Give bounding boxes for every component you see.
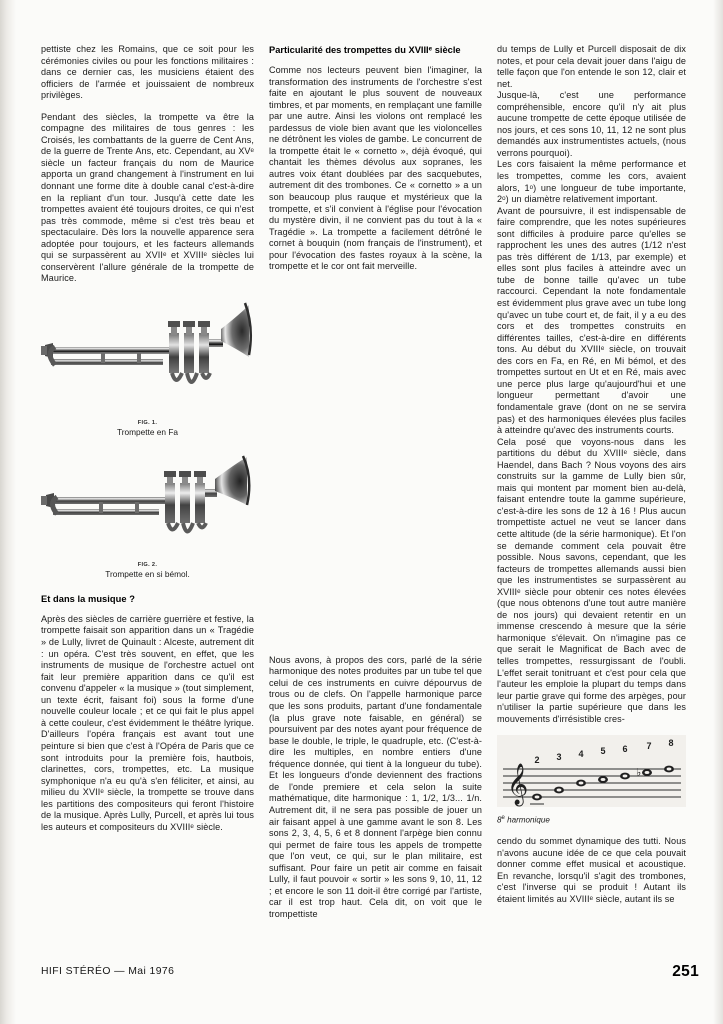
figure-caption: Trompette en si bémol. bbox=[105, 568, 190, 579]
music-caption-text: harmonique bbox=[504, 815, 550, 825]
figure-harmonic-series bbox=[497, 735, 686, 825]
harmonic-number: 3 bbox=[556, 752, 562, 763]
harmonic-number: 4 bbox=[578, 749, 584, 760]
harmonic-series-staff bbox=[497, 735, 686, 807]
paragraph: Nous avons, à propos des cors, parlé de la série harmonique des notes produites par un tube tel que celui de ces instruments en cuivre dépourvus de trous ou de clefs. On l'appelle harmonique parce que les sons produits, partant d'une fondamentale (la plus grave note faisable, en général) se poursuivent par des notes ayant pour fréquence de base le double, le triple, le quadruple, etc. (C'est-à-dire les multiples, en nombre entiers d'une fréquence donnée, qui tient à la longueur du tube). Et les longueurs d'onde deviennent des fractions de l'onde premiere et cela selon la suite mathématique, dite harmonique : 1, 1/2, 1/3... 1/n. Autrement dit, il ne sera pas possible de jouer un air faisant appel à une gamme avant le son 8. Les sons 2, 3, 4, 5, 6 et 8 donnent l'arpège bien connu qui permet de faire tous les appels de trompette que l'on veut, ce qui, sur le plan militaire, est suffisant. Pour faire un petit air comme en faisait Lully, il faut pouvoir « sortir » les sons 9, 10, 11, 12 ; et encore le son 11 doit-il être corrigé par l'artiste, car il est trop haut. Cela dit, on voit que le trompettiste bbox=[269, 654, 482, 919]
paragraph: cendo du sommet dynamique des tutti. Nous n'avons aucune idée de ce que cela pouvait donner comme effet musical et acoustique. En revanche, lorsqu'il s'agit des trombones, c'est l'inverse qui se produit ! Autant ils étaient limités au XVIIIᵉ siècle, autant ils se bbox=[497, 835, 686, 904]
figure-number: FIG. 2. bbox=[137, 561, 158, 568]
music-caption-ordinal: e bbox=[501, 815, 505, 822]
figure-trompette-sib bbox=[41, 451, 254, 579]
paragraph: Cela posé que voyons-nous dans les partitions du début du XVIIIᵉ siècle, dans Haendel, dans Bach ? Nous voyons des airs construits sur la gamme de Lully bien sûr, mais qui montent par moment bien au-delà, faisant entendre toute la gamme supérieure, c'est-à-dire les sons de 12 à 16 ! Plus aucun trompettiste actuel ne veut se lancer dans cette altitude (de la série harmonique). Et l'on se demande comment cela pouvait être possible. Nous savons, cependant, que les facteurs de trompettes allemands aussi bien que les instrumentistes se surpassèrent au XVIIIᵉ siècle pour obtenir ces notes élevées (que nous obtenons d'une tout autre manière de nos jours) qui devaient retentir en un immense crescendo à mesure que la série harmonique s'élevait. On n'imagine pas ce que serait le Magnificat de Bach avec de telles trompettes, ressurgissant de l'oubli. L'effet serait tonitruant et c'est pour cela que l'auteur les emploie la plupart du temps dans leur partie grave qui forme des arpèges, pour n'utiliser la partie supérieure que dans les mouvements d'irrésistible cres- bbox=[497, 436, 686, 724]
trumpet-sib-photo bbox=[41, 451, 254, 561]
paragraph: Les cors faisaient la même performance et les trompettes, comme les cors, avaient alors, 1ᵒ) une longueur de tube importante, 2ᵒ) un diamètre relativement important. bbox=[497, 159, 686, 205]
harmonic-number: 7 bbox=[646, 741, 652, 752]
column-1 bbox=[41, 44, 269, 949]
harmonic-number: 6 bbox=[622, 744, 628, 755]
section-heading-musique: Et dans la musique ? bbox=[41, 593, 135, 604]
paragraph: Comme nos lecteurs peuvent bien l'imaginer, la transformation des instruments de l'orchestre s'est faite en ajoutant le plus souvent de nouveaux timbres, et par moments, en remplaçant une famille par une autre. Ainsi les violons ont remplacé les pardessus de viole bien avant que les violoncelles ne détrônent les violes de gambe. Le concurrent de la trompette était le « cornetto », déjà évoqué, qui chantait les thèmes dévolus aux sopranes, les autres voix étant doublées par des sacquebutes, autrement dit des trombones. Ce « cornetto » a un son beaucoup plus rauque et mystérieux que la trompette, et s'il convient à l'église pour l'évocation du mystère divin, il ne convient pas du tout à la « Tragédie ». La trompette a facilement détrôné le cornet à bouquin (nom français de l'instrument), et pour l'évocation des fastes royaux à la scène, la trompette et le cor ont fait merveille. bbox=[269, 65, 482, 272]
flat-sign-icon: ♭ bbox=[636, 766, 642, 780]
music-figure-caption bbox=[497, 815, 686, 825]
paragraph: Jusque-là, c'est une performance compréhensible, encore qu'il n'y ait plus aucune trompette de cette époque utilisée de nos jours, et ces sons 10, 11, 12 ne sont plus demandés aux instrumentistes actuels, (nous verrons pourquoi). bbox=[497, 90, 686, 158]
music-caption-prefix: 8 bbox=[497, 815, 502, 825]
figure-gutter-spacer bbox=[269, 283, 482, 655]
section-heading-particularite: Particularité des trompettes du XVIIIᵉ siècle bbox=[269, 45, 461, 55]
harmonic-number: 8 bbox=[668, 738, 674, 749]
publication-footer: HIFI STÉRÉO — Mai 1976 bbox=[41, 966, 175, 977]
paragraph: Après des siècles de carrière guerrière et festive, la trompette faisait son apparition dans un « Tragédie » de Lully, livret de Quinault : Alceste, autrement dit : un opéra. C'est très souvent, en effet, que les instruments de musique de l'orchestre actuel ont fait leur première apparition dans ce qu'il est convenu d'appeler « la musique » (tout simplement, un texte écrit, faisant foi) sous la forme d'une nouvelle couleur locale ; et ce qui fait le plus appel à cette couleur, c'est évidemment le théâtre lyrique. D'ailleurs l'opéra français est avant tout une peinture si bien que c'est à l'Opéra de Paris que ce sont introduits pour la première fois, hautbois, clarinettes, cors, trompettes, etc. La musique symphonique n'a eu qu'à s'en féliciter, et ainsi, au milieu du XVIIᵉ siècle, la trompette se trouve dans les partitions des compositeurs qui feront l'histoire de la musique. Après Lully, Purcell, et après lui tous les auteurs et compositeurs du XVIIIᵉ siècle. bbox=[41, 613, 254, 832]
paragraph: du temps de Lully et Purcell disposait de dix notes, et pour cela devait jouer dans l'aigu de telle façon que l'on entende le son 12, clair et net. bbox=[497, 44, 686, 89]
column-2 bbox=[269, 44, 497, 949]
paragraph: Avant de poursuivre, il est indispensable de faire comprendre, que les notes supérieures sont difficiles à produire parce qu'elles se rapprochent les unes des autres (1/12 n'est pas très différent de 1/13, par exemple) et elles sont plus faciles à atteindre avec un tube de bonne taille qu'avec un tube raccourci. Cependant la note fondamentale est évidemment plus grave avec un tube long qu'avec un tube court et, de fait, il y a eu des cors et des trompettes construits en différentes tailles, c'est-à-dire en différents tons. Au début du XVIIIᵉ siècle, on trouvait des cors en Fa, en Ré, en Mi bémol, et des trompettes surtout en Ut et en Ré, mais avec une perce plus large qu'aujourd'hui et une longueur permettant d'avoir une fondamentale grave (dont on ne se servira pas) et des harmoniques élevées plus faciles à atteindre qu'avec des instruments courts. bbox=[497, 205, 686, 436]
figure-trompette-fa bbox=[41, 299, 254, 437]
column-3 bbox=[497, 44, 686, 949]
paragraph: pettiste chez les Romains, que ce soit pour les cérémonies civiles ou pour les fonctions militaires : dans ce dernier cas, les musiciens étaient des officiers de l'armée et jouissaient de nombreux privilèges. bbox=[41, 44, 254, 101]
harmonic-number: 5 bbox=[600, 746, 606, 757]
article-columns bbox=[41, 44, 686, 949]
page-number: 251 bbox=[672, 963, 699, 980]
treble-clef-icon: 𝄞 bbox=[507, 764, 529, 806]
trumpet-fa-photo bbox=[41, 299, 254, 419]
harmonic-number: 2 bbox=[534, 755, 540, 766]
figure-number: FIG. 1. bbox=[137, 419, 158, 426]
paragraph: Pendant des siècles, la trompette va être la compagne des militaires de tous genres : les Croisés, les combattants de la guerre de Cent Ans, de la guerre de Trente Ans, etc. Cependant, au XVᵉ siècle un facteur français du nom de Maurice apporta un grand changement à l'instrument en lui donnant une forme dite à double canal c'est-à-dire en la repliant d'un tour. Jusqu'à cette date les trompettes avaient été toujours droites, ce qui n'est pas très commode, même si c'est très beau et spectaculaire. Dès lors la nouvelle apparence sera adoptée pour toujours, et les facteurs allemands qui se surpassèrent au XVIIᵉ et XVIIIᵉ siècles lui conservèrent l'allure générale de la trompette de Maurice. bbox=[41, 111, 254, 284]
figure-caption: Trompette en Fa bbox=[116, 426, 179, 437]
